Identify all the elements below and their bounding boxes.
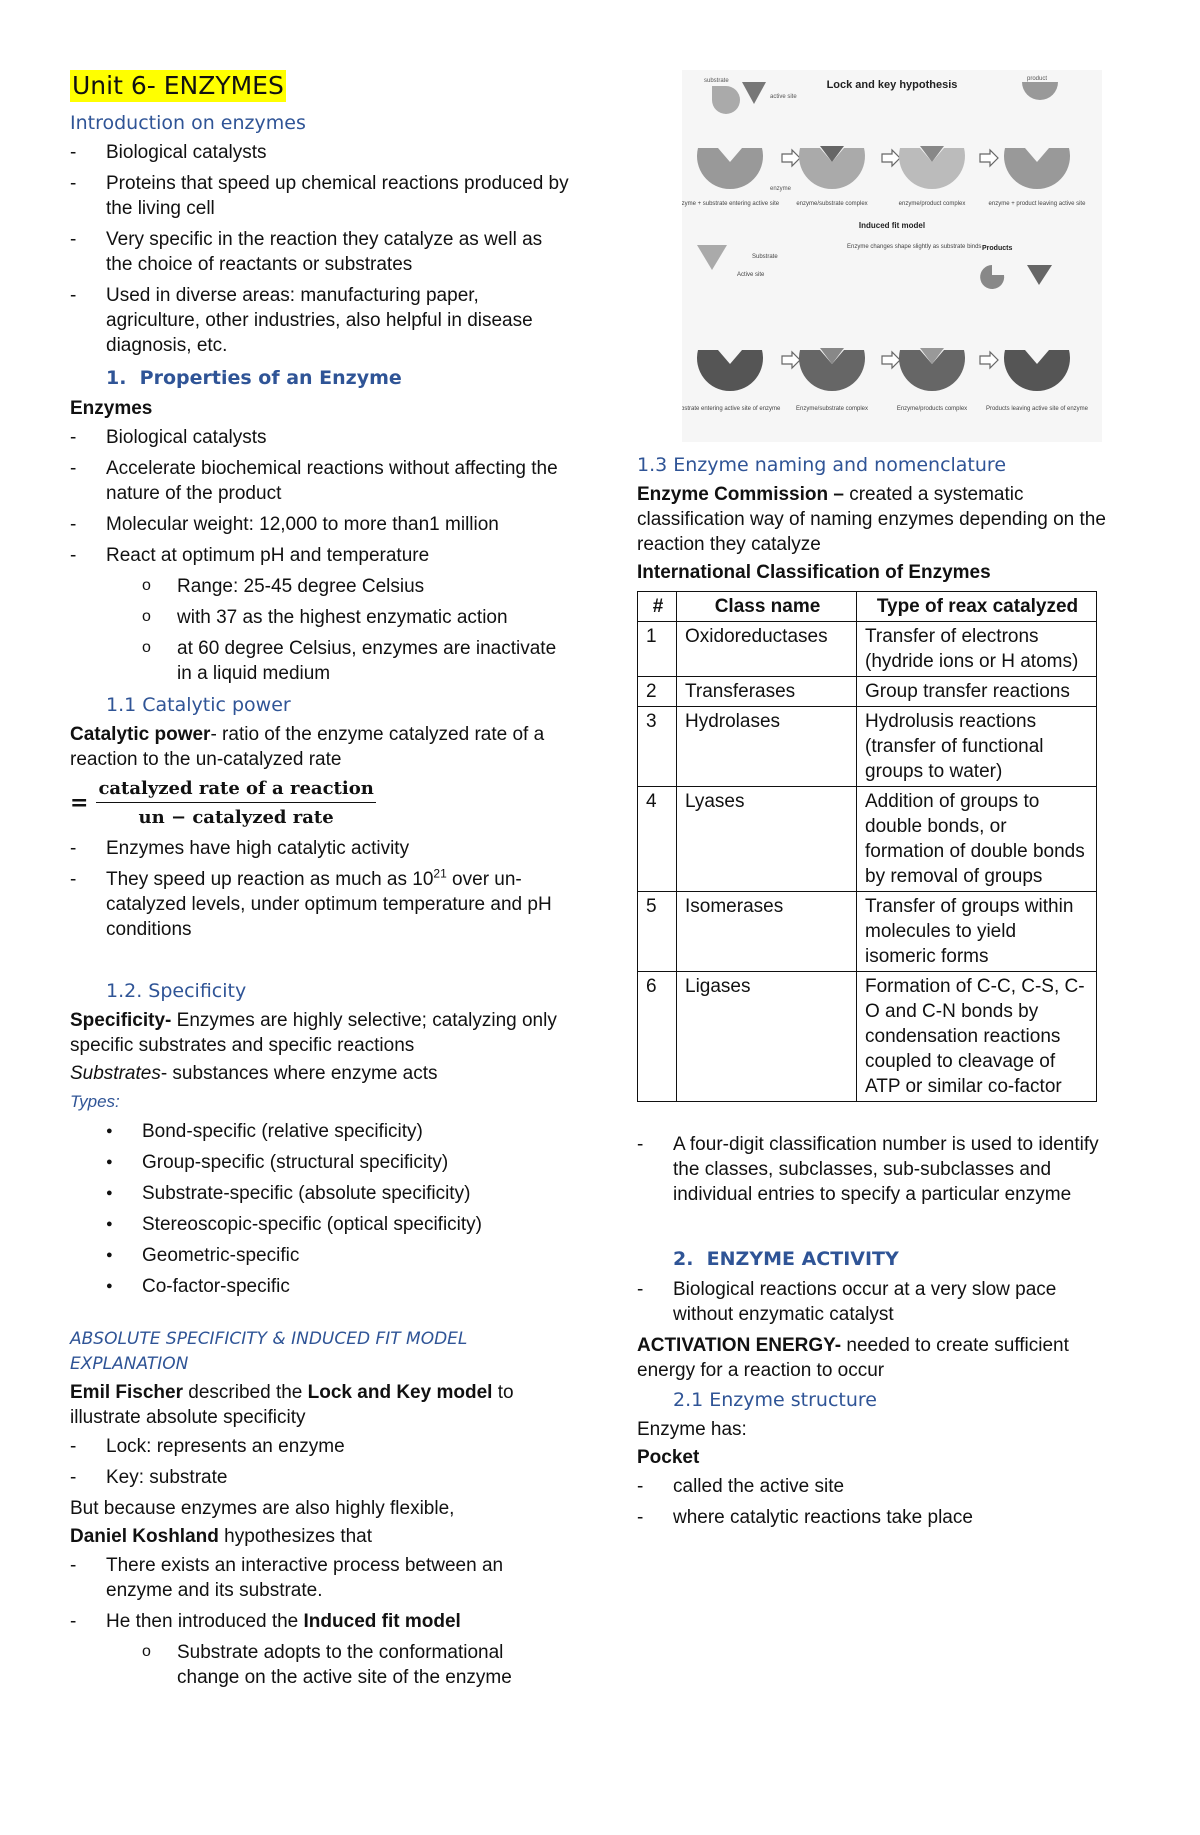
activation-energy-paragraph: ACTIVATION ENERGY- needed to create sufficient energy for a reaction to occur bbox=[637, 1335, 1069, 1381]
list-item: - Biological catalysts bbox=[70, 140, 570, 165]
activity-heading: 2. ENZYME ACTIVITY bbox=[673, 1248, 899, 1270]
enzyme-models-diagram bbox=[682, 70, 1102, 442]
list-item: ● Stereoscopic-specific (optical specificity) bbox=[70, 1212, 570, 1237]
list-item: - React at optimum pH and temperature bbox=[70, 543, 570, 568]
list-item: - Biological catalysts bbox=[70, 425, 570, 450]
list-item: - Key: substrate bbox=[70, 1465, 570, 1490]
activity-list bbox=[637, 1277, 1107, 1327]
induced-fit-list bbox=[70, 1640, 570, 1690]
table-cell: Lyases bbox=[677, 787, 857, 892]
formula-equals: = bbox=[70, 790, 89, 816]
enzyme-label: enzyme bbox=[770, 186, 792, 192]
table-header-row bbox=[638, 592, 1097, 622]
list-item: - Biological reactions occur at a very slow pace without enzymatic catalyst bbox=[637, 1277, 1107, 1327]
table-cell: Addition of groups to double bonds, or formation of double bonds by removal of groups bbox=[857, 787, 1097, 892]
table-row bbox=[638, 892, 1097, 972]
formula-numerator: catalyzed rate of a reaction bbox=[96, 778, 375, 803]
if-caption-1: Substrate entering active site of enzyme bbox=[682, 406, 781, 412]
specificity-heading: 1.2. Specificity bbox=[106, 980, 247, 1002]
active-site-label: active site bbox=[770, 94, 797, 100]
list-item: - They speed up reaction as much as $10^{21}$ over un-catalyzed levels, under optimum temperature and pH conditions bbox=[70, 867, 570, 942]
lk-caption-1: enzyme + substrate entering active site bbox=[682, 201, 780, 207]
table-cell: 3 bbox=[638, 707, 677, 787]
table-header: Type of reax catalyzed bbox=[857, 592, 1097, 622]
if-caption-2: Enzyme/substrate complex bbox=[795, 406, 869, 412]
absolute-specificity-heading: ABSOLUTE SPECIFICITY & INDUCED FIT MODEL EXPLANATION bbox=[70, 1329, 468, 1374]
table-cell: 4 bbox=[638, 787, 677, 892]
table-row bbox=[638, 707, 1097, 787]
left-column bbox=[70, 70, 570, 1696]
classification-table-title: International Classification of Enzymes bbox=[637, 562, 991, 583]
pocket-list bbox=[637, 1474, 1107, 1530]
list-item: - Proteins that speed up chemical reactions produced by the living cell bbox=[70, 171, 570, 221]
koshland-list bbox=[70, 1553, 570, 1634]
table-cell: Transfer of groups within molecules to yield isomeric forms bbox=[857, 892, 1097, 972]
naming-heading: 1.3 Enzyme naming and nomenclature bbox=[637, 454, 1007, 476]
table-header: Class name bbox=[677, 592, 857, 622]
enzyme-has-text: Enzyme has: bbox=[637, 1419, 747, 1440]
list-item: ● Substrate-specific (absolute specificity) bbox=[70, 1181, 570, 1206]
enzyme-models-figure bbox=[682, 70, 1102, 442]
substrate-shape bbox=[712, 86, 740, 114]
if-substrate-label: Substrate bbox=[752, 254, 778, 260]
table-row bbox=[638, 677, 1097, 707]
catalytic-list bbox=[70, 836, 570, 942]
intro-heading: Introduction on enzymes bbox=[70, 112, 306, 134]
table-cell: Transferases bbox=[677, 677, 857, 707]
list-item: ● Co-factor-specific bbox=[70, 1274, 570, 1299]
formula-fraction bbox=[96, 778, 375, 828]
table-row bbox=[638, 972, 1097, 1102]
lk-caption-4: enzyme + product leaving active site bbox=[988, 201, 1086, 207]
if-active-site-label: Active site bbox=[737, 272, 765, 278]
table-cell: Isomerases bbox=[677, 892, 857, 972]
classification-list bbox=[637, 1132, 1107, 1207]
list-item: ● Geometric-specific bbox=[70, 1243, 570, 1268]
list-item: o with 37 as the highest enzymatic action bbox=[70, 605, 570, 630]
catalytic-power-heading: 1.1 Catalytic power bbox=[106, 694, 291, 716]
if-caption-3: Enzyme/products complex bbox=[896, 406, 968, 412]
unit-title: Unit 6- ENZYMES bbox=[72, 71, 284, 100]
list-item: o Range: 25-45 degree Celsius bbox=[70, 574, 570, 599]
table-cell: 1 bbox=[638, 622, 677, 677]
temperature-list bbox=[70, 574, 570, 686]
list-item: - Lock: represents an enzyme bbox=[70, 1434, 570, 1459]
lk-caption-3: enzyme/product complex bbox=[898, 201, 966, 207]
table-cell: Oxidoreductases bbox=[677, 622, 857, 677]
lock-key-title: Lock and key hypothesis bbox=[826, 79, 958, 91]
list-item: o Substrate adopts to the conformational change on the active site of the enzyme bbox=[70, 1640, 570, 1690]
properties-heading: 1. Properties of an Enzyme bbox=[106, 367, 402, 389]
table-row bbox=[638, 787, 1097, 892]
lk-caption-2: enzyme/substrate complex bbox=[796, 201, 868, 207]
formula-denominator: un − catalyzed rate bbox=[138, 807, 334, 828]
list-item: - where catalytic reactions take place bbox=[637, 1505, 1107, 1530]
table-cell: Hydrolases bbox=[677, 707, 857, 787]
list-item: o at 60 degree Celsius, enzymes are inactivate in a liquid medium bbox=[70, 636, 570, 686]
catalytic-definition: Catalytic power- ratio of the enzyme catalyzed rate of a reaction to the un-catalyzed rate bbox=[70, 724, 545, 770]
table-cell: Transfer of electrons (hydride ions or H atoms) bbox=[857, 622, 1097, 677]
list-item: - Enzymes have high catalytic activity bbox=[70, 836, 570, 861]
fischer-paragraph: Emil Fischer described the Lock and Key model to illustrate absolute specificity bbox=[70, 1382, 514, 1428]
table-cell: Hydrolusis reactions (transfer of functional groups to water) bbox=[857, 707, 1097, 787]
structure-heading: 2.1 Enzyme structure bbox=[673, 1389, 877, 1411]
table-row bbox=[638, 622, 1097, 677]
specificity-definition: Specificity- Enzymes are highly selective; catalyzing only specific substrates and specific reactions bbox=[70, 1010, 557, 1056]
substrates-definition: Substrates- substances where enzyme acts bbox=[70, 1063, 438, 1084]
table-cell: 2 bbox=[638, 677, 677, 707]
enzyme-properties-list bbox=[70, 425, 570, 568]
flexible-paragraph: But because enzymes are also highly flexible, bbox=[70, 1498, 455, 1519]
list-item: - Used in diverse areas: manufacturing paper, agriculture, other industries, also helpful in disease diagnosis, etc. bbox=[70, 283, 570, 358]
commission-paragraph: Enzyme Commission – created a systematic classification way of naming enzymes depending on the reaction they catalyze bbox=[637, 484, 1106, 555]
if-caption-4: Products leaving active site of enzyme bbox=[985, 406, 1089, 412]
list-item: - called the active site bbox=[637, 1474, 1107, 1499]
product-label: product bbox=[1027, 76, 1048, 82]
intro-list bbox=[70, 140, 570, 358]
koshland-paragraph: Daniel Koshland hypothesizes that bbox=[70, 1526, 373, 1547]
list-item: - Very specific in the reaction they catalyze as well as the choice of reactants or substrates bbox=[70, 227, 570, 277]
pocket-label: Pocket bbox=[637, 1447, 700, 1468]
table-cell: Group transfer reactions bbox=[857, 677, 1097, 707]
types-label: Types: bbox=[70, 1092, 120, 1111]
induced-fit-title: Induced fit model bbox=[858, 221, 926, 230]
list-item: - Molecular weight: 12,000 to more than1 million bbox=[70, 512, 570, 537]
classification-table bbox=[637, 591, 1097, 1102]
table-cell: 5 bbox=[638, 892, 677, 972]
table-cell: Formation of C-C, C-S, C-O and C-N bonds by condensation reactions coupled to cleavage of ATP or similar co-factor bbox=[857, 972, 1097, 1102]
list-item: - Accelerate biochemical reactions without affecting the nature of the product bbox=[70, 456, 570, 506]
table-cell: 6 bbox=[638, 972, 677, 1102]
catalytic-formula bbox=[70, 778, 570, 828]
table-cell: Ligases bbox=[677, 972, 857, 1102]
right-column bbox=[637, 70, 1107, 1536]
list-item: - A four-digit classification number is used to identify the classes, subclasses, sub-subclasses and individual entries to specify a particular enzyme bbox=[637, 1132, 1107, 1207]
if-products-label: Products bbox=[982, 245, 1013, 252]
list-item: ● Group-specific (structural specificity) bbox=[70, 1150, 570, 1175]
specificity-types-list bbox=[70, 1119, 570, 1299]
list-item: - There exists an interactive process between an enzyme and its substrate. bbox=[70, 1553, 570, 1603]
table-header: # bbox=[638, 592, 677, 622]
list-item: - He then introduced the Induced fit model bbox=[70, 1609, 570, 1634]
if-change-label: Enzyme changes shape slightly as substrate binds bbox=[847, 244, 982, 250]
list-item: ● Bond-specific (relative specificity) bbox=[70, 1119, 570, 1144]
lock-key-list bbox=[70, 1434, 570, 1490]
enzymes-label: Enzymes bbox=[70, 398, 153, 419]
substrate-label: substrate bbox=[704, 78, 729, 84]
